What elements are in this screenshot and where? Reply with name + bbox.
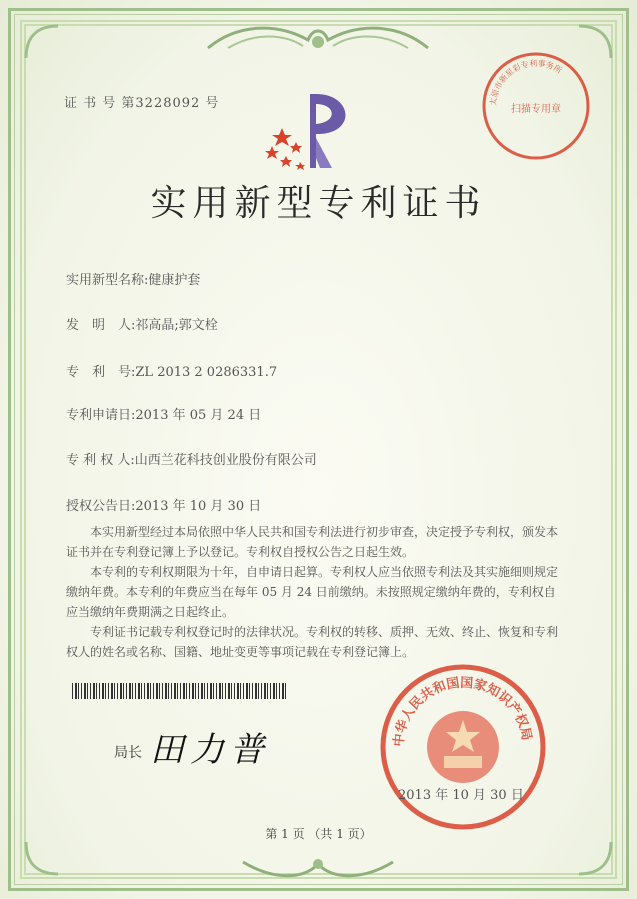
field-label: 专利申请日: <box>66 408 136 423</box>
corner-ornament-icon <box>575 838 615 878</box>
field-label: 发 明 人: <box>66 318 136 333</box>
bottom-ornament-icon <box>238 852 398 882</box>
field-value: 健康护套 <box>148 273 201 288</box>
field-label: 专 利 号: <box>66 365 136 380</box>
certificate-number: 证 书 号 第3228092 号 <box>64 96 220 111</box>
issue-date: 2013 年 10 月 30 日 <box>398 788 524 803</box>
body-paragraph: 本实用新型经过本局依照中华人民共和国专利法进行初步审查，决定授予专利权，颁发本证书并在专利登记簿上予以登记。专利权自授权公告之日起生效。 <box>66 525 559 559</box>
corner-ornament-icon <box>22 838 62 878</box>
director-signature: 田力普 <box>150 730 270 770</box>
field-label: 授权公告日: <box>66 499 136 514</box>
field-value: 祁高晶;郭文栓 <box>135 318 218 333</box>
agent-seal-icon <box>480 50 592 162</box>
patent-number <box>66 361 277 380</box>
page-number: 第 1 页 （共 1 页） <box>265 827 372 841</box>
field-value: ZL 2013 2 0286331.7 <box>135 365 278 380</box>
body-paragraph: 专利证书记载专利权登记时的法律状况。专利权的转移、质押、无效、终止、恢复和专利权人的姓名或名称、国籍、地址变更等事项记载在专利登记簿上。 <box>66 625 559 659</box>
top-ornament-icon <box>198 18 438 58</box>
grant-date <box>66 495 261 514</box>
corner-ornament-icon <box>22 22 62 62</box>
certificate-title: 实用新型专利证书 <box>150 183 487 224</box>
patentee <box>66 449 317 468</box>
inventor <box>66 314 218 333</box>
field-value: 山西兰花科技创业股份有限公司 <box>134 453 317 468</box>
seal-ring-text: 中华人民共和国国家知识产权局 <box>391 675 534 748</box>
field-label: 实用新型名称: <box>66 273 149 288</box>
official-seal-icon <box>378 662 548 832</box>
field-label: 专 利 权 人: <box>66 453 135 468</box>
body-paragraph: 本专利的专利权期限为十年，自申请日起算。专利权人应当依照专利法及其实施细则规定缴纳年费。本专利的年费应当在每年 05 月 24 日前缴纳。未按照规定缴纳年费的，专利权自应当缴纳年费期满之日起终止。 <box>66 565 559 619</box>
filing-date <box>66 404 261 423</box>
field-value: 2013 年 05 月 24 日 <box>135 408 262 423</box>
utility-model-name <box>66 269 200 288</box>
field-value: 2013 年 10 月 30 日 <box>135 499 262 514</box>
seal-center-text: 扫描专用章 <box>511 104 561 115</box>
certificate-body <box>66 522 566 662</box>
barcode <box>72 683 286 699</box>
seal-ring-text: 太原市新星彩专利事务所 <box>488 58 564 107</box>
svg-text:太原市新星彩专利事务所 <box>488 58 564 106</box>
patent-office-logo-icon <box>262 88 362 174</box>
director-label: 局长 <box>114 745 142 761</box>
